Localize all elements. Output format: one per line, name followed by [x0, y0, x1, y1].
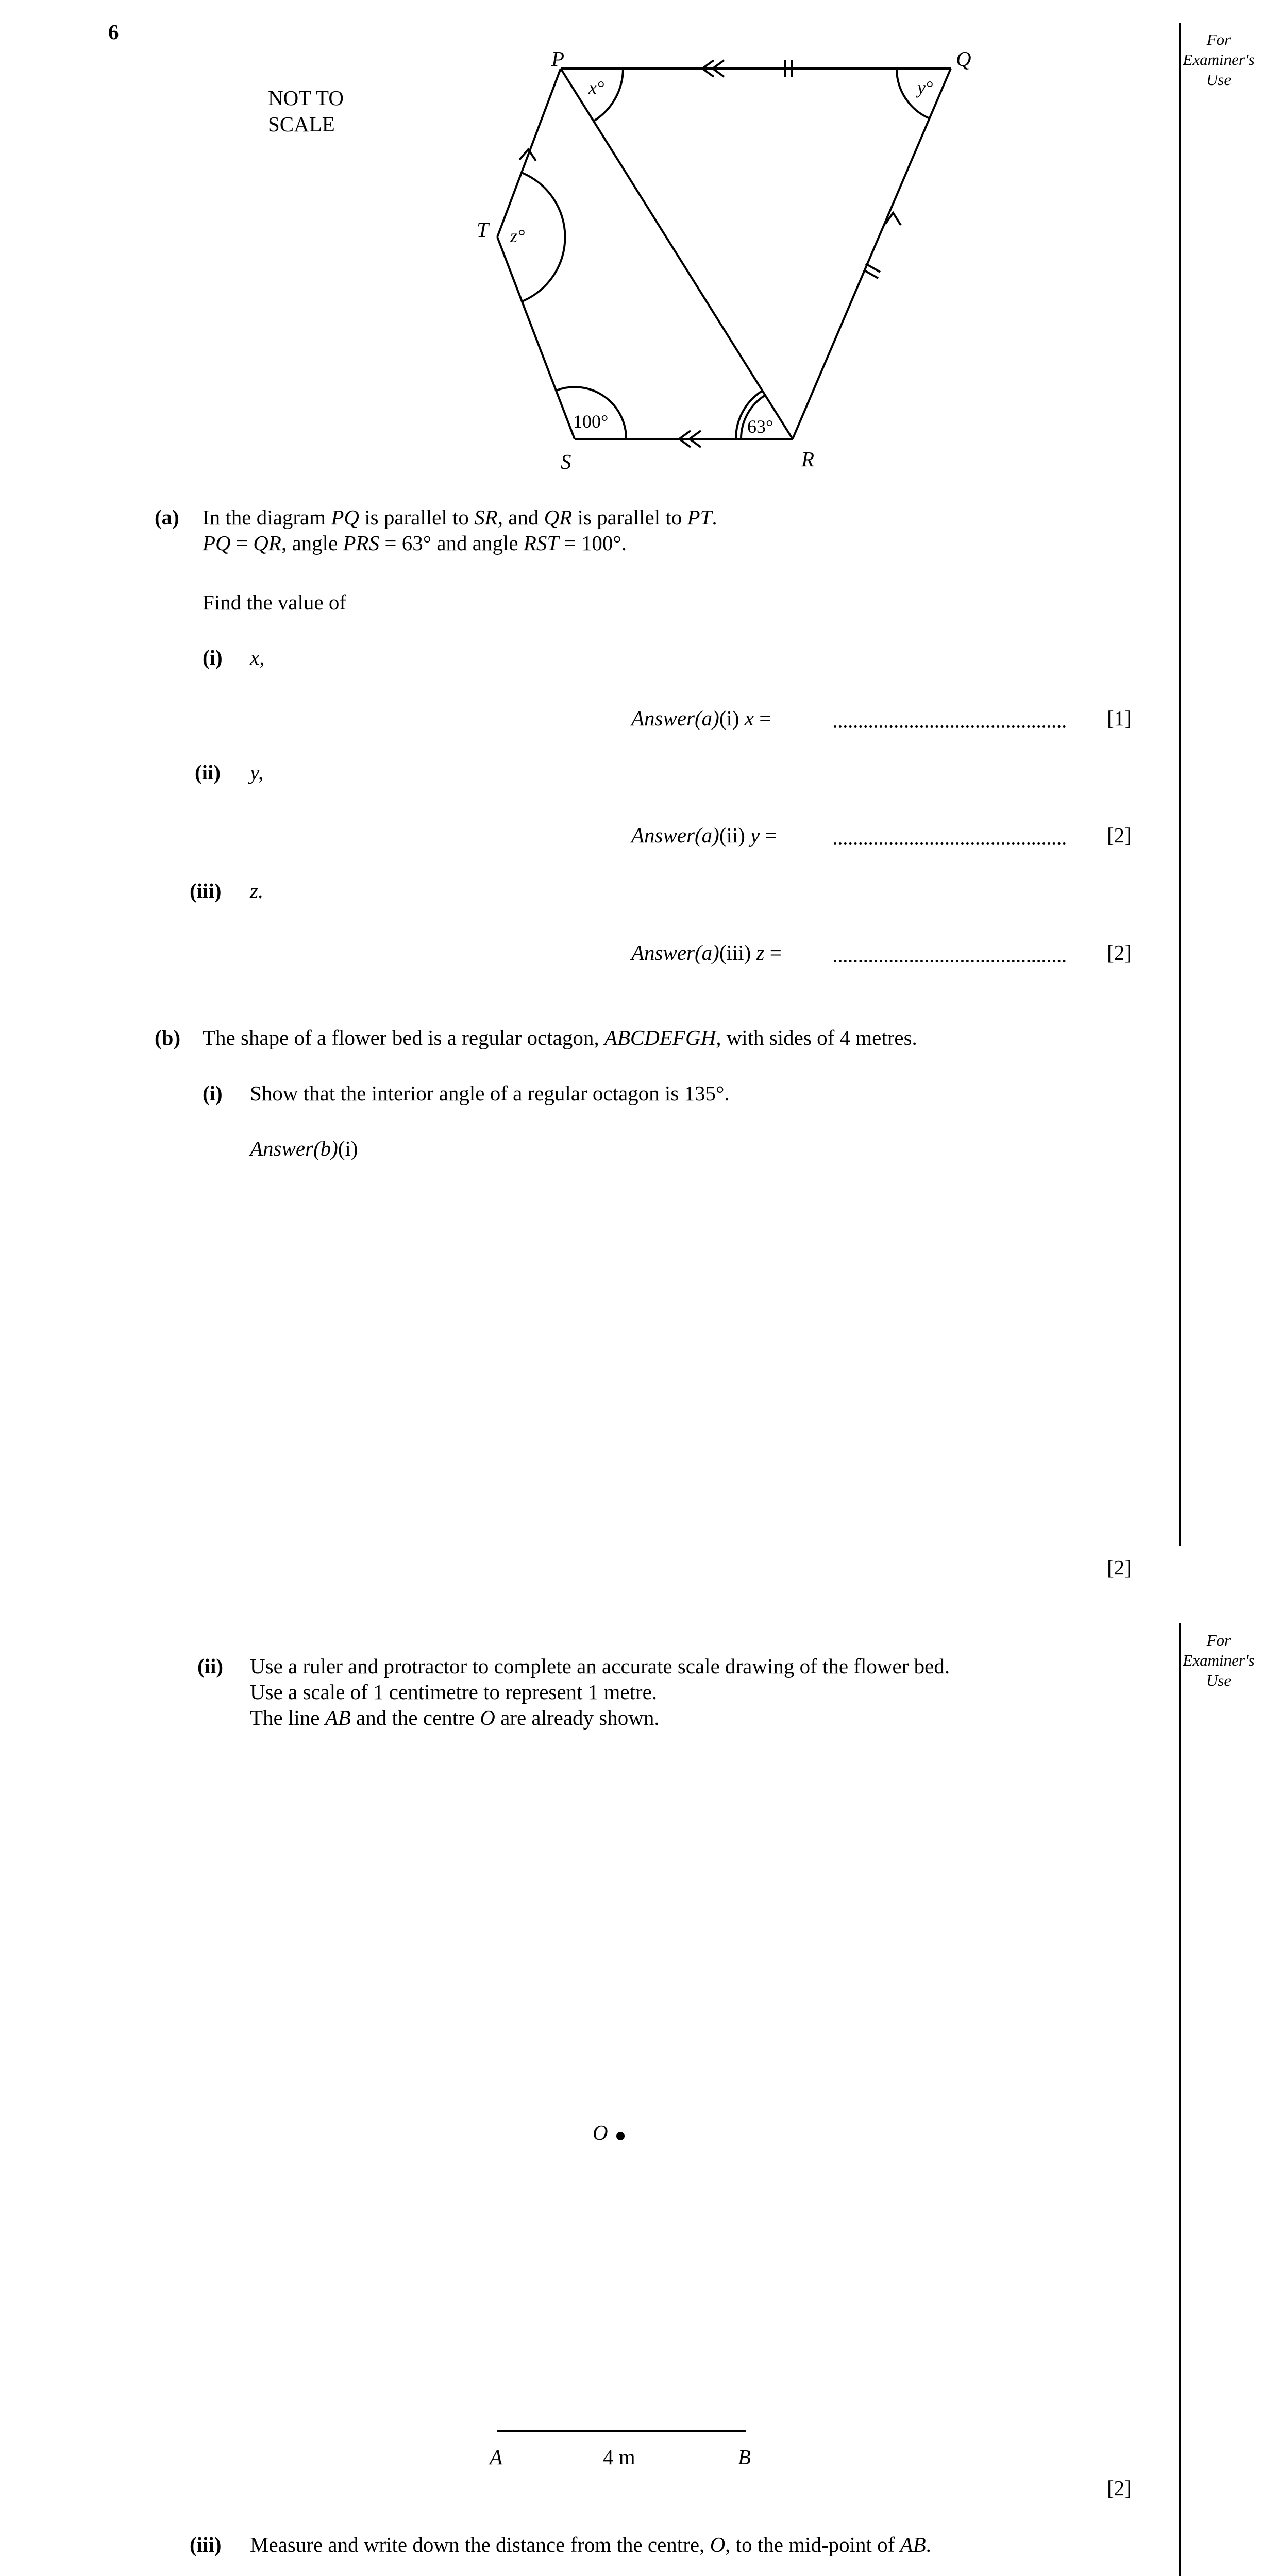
a-i-ans-prefix: Answer(a)	[631, 706, 719, 730]
a-iii-answer-line[interactable]	[834, 960, 1066, 962]
b-ii-l3-2: and the centre	[350, 1706, 480, 1730]
examiner-margin-line-bottom	[1179, 1623, 1181, 2576]
a-t2-1: =	[230, 531, 254, 555]
a-iii-ans-prefix: Answer(a)	[631, 941, 719, 964]
a-iii-ans-suffix: (iii)	[719, 941, 756, 964]
b-t-0: The shape of a flower bed is a regular octagon,	[203, 1026, 604, 1049]
a-t2-3: , angle	[281, 531, 343, 555]
b-i-ans-prefix: Answer(b)	[250, 1137, 338, 1160]
b-iii-text	[250, 2532, 931, 2557]
part-b-text	[203, 1025, 917, 1050]
line-ab-length: 4 m	[603, 2445, 635, 2469]
not-to-scale-line2: SCALE	[268, 112, 335, 137]
a-t1-0: In the diagram	[203, 505, 331, 529]
a-t2-7: = 100°.	[559, 531, 627, 555]
b-iii-t-3: AB	[900, 2533, 926, 2556]
b-iii-t-1: O	[710, 2533, 726, 2556]
a-i-mark: [1]	[1107, 706, 1132, 730]
a-t1-2: is parallel to	[359, 505, 475, 529]
arc-z	[522, 173, 565, 301]
angle-r-label: 63°	[747, 416, 773, 437]
side-tp	[497, 69, 561, 237]
a-iii-ans-var: z	[756, 941, 765, 964]
tick-qr-2	[864, 270, 878, 278]
b-i-text: Show that the interior angle of a regular octagon is 135°.	[250, 1081, 730, 1105]
b-t-2: , with sides of 4 metres.	[716, 1026, 917, 1049]
b-ii-line2: Use a scale of 1 centimetre to represent 1 metre.	[250, 1680, 658, 1704]
a-i-ans-eq: =	[753, 706, 771, 730]
a-ii-ans-prefix: Answer(a)	[631, 823, 719, 847]
vertex-r: R	[801, 447, 815, 471]
b-iii-t-0: Measure and write down the distance from the centre,	[250, 2533, 710, 2556]
point-b-label: B	[738, 2445, 751, 2469]
a-i-var: x,	[250, 646, 265, 669]
a-t2-5: = 63° and angle	[379, 531, 524, 555]
a-t1-6: is parallel to	[572, 505, 687, 529]
a-i-answer-line[interactable]	[834, 725, 1066, 728]
b-iii-t-4: .	[926, 2533, 931, 2556]
side-st	[497, 237, 575, 439]
a-ii-answer-label	[631, 823, 777, 848]
vertex-p: P	[551, 47, 565, 71]
b-ii-label: (ii)	[197, 1654, 224, 1678]
examiner-for-2: For	[1206, 1631, 1231, 1649]
point-o-dot	[616, 2132, 625, 2140]
a-ii-label: (ii)	[195, 760, 221, 784]
a-iii-label: (iii)	[190, 879, 222, 903]
b-i-mark: [2]	[1107, 1555, 1132, 1579]
a-iii-ans-eq: =	[764, 941, 782, 964]
angle-y-label: y°	[917, 77, 933, 98]
pentagon-diagram	[0, 0, 1278, 489]
a-i-ans-var: x	[744, 706, 754, 730]
a-i-answer-label	[631, 706, 771, 731]
vertex-q: Q	[956, 47, 971, 71]
page-number: 6	[108, 20, 119, 44]
b-ii-mark: [2]	[1107, 2476, 1132, 2500]
a-ii-answer-line[interactable]	[834, 842, 1066, 845]
tick-qr-1	[866, 264, 880, 272]
part-a-text-line1	[203, 505, 717, 530]
a-iii-answer-label	[631, 940, 782, 965]
a-t1-7: PT	[687, 505, 712, 529]
examiner-examiners-2: Examiner's	[1183, 1651, 1255, 1669]
not-to-scale-line1: NOT TO	[268, 86, 344, 110]
a-i-ans-suffix: (i)	[719, 706, 745, 730]
b-i-answer-label	[250, 1136, 358, 1161]
a-t2-2: QR	[253, 531, 281, 555]
b-i-label: (i)	[203, 1081, 223, 1105]
examiner-for: For	[1206, 30, 1231, 48]
a-t2-6: RST	[523, 531, 559, 555]
vertex-t: T	[477, 218, 489, 242]
part-a-label: (a)	[155, 505, 179, 529]
a-ii-ans-suffix: (ii)	[719, 823, 751, 847]
point-o-label: O	[593, 2121, 608, 2144]
line-ab	[497, 2430, 746, 2432]
vertex-s: S	[561, 450, 571, 473]
b-ii-line1: Use a ruler and protractor to complete an accurate scale drawing of the flower bed.	[250, 1654, 950, 1678]
a-t1-3: SR	[474, 505, 498, 529]
examiner-use-2: Use	[1206, 1671, 1232, 1689]
b-ii-l3-0: The line	[250, 1706, 325, 1730]
a-t2-4: PRS	[343, 531, 380, 555]
b-ii-line3	[250, 1705, 660, 1731]
b-t-1: ABCDEFGH	[604, 1026, 716, 1049]
side-qr	[793, 69, 951, 439]
b-ii-l3-4: are already shown.	[495, 1706, 660, 1730]
b-ii-l3-1: AB	[325, 1706, 351, 1730]
examiner-examiners: Examiner's	[1183, 50, 1255, 69]
a-t1-4: , and	[497, 505, 544, 529]
a-t1-1: PQ	[331, 505, 359, 529]
part-a-text-line2	[203, 531, 627, 556]
a-t2-0: PQ	[203, 531, 231, 555]
angle-z-label: z°	[510, 226, 525, 246]
a-ii-mark: [2]	[1107, 823, 1132, 847]
b-i-ans-suffix: (i)	[338, 1137, 358, 1160]
angle-s-label: 100°	[573, 411, 609, 432]
a-ii-var: y,	[250, 760, 264, 784]
part-b-label: (b)	[155, 1026, 181, 1049]
a-iii-var: z.	[250, 879, 264, 903]
diagonal-pr	[561, 69, 793, 439]
angle-x-label: x°	[588, 77, 604, 98]
examiner-box-bottom	[1180, 1631, 1257, 1690]
a-ii-ans-var: y	[750, 823, 760, 847]
point-a-label: A	[490, 2445, 503, 2469]
a-ii-ans-eq: =	[760, 823, 777, 847]
b-iii-label: (iii)	[190, 2533, 222, 2556]
a-iii-mark: [2]	[1107, 941, 1132, 964]
b-ii-l3-3: O	[480, 1706, 495, 1730]
part-a-find: Find the value of	[203, 590, 346, 614]
a-t1-5: QR	[544, 505, 573, 529]
b-iii-t-2: , to the mid-point of	[725, 2533, 900, 2556]
a-t1-8: .	[712, 505, 717, 529]
a-i-label: (i)	[203, 646, 223, 669]
examiner-use: Use	[1206, 70, 1232, 89]
